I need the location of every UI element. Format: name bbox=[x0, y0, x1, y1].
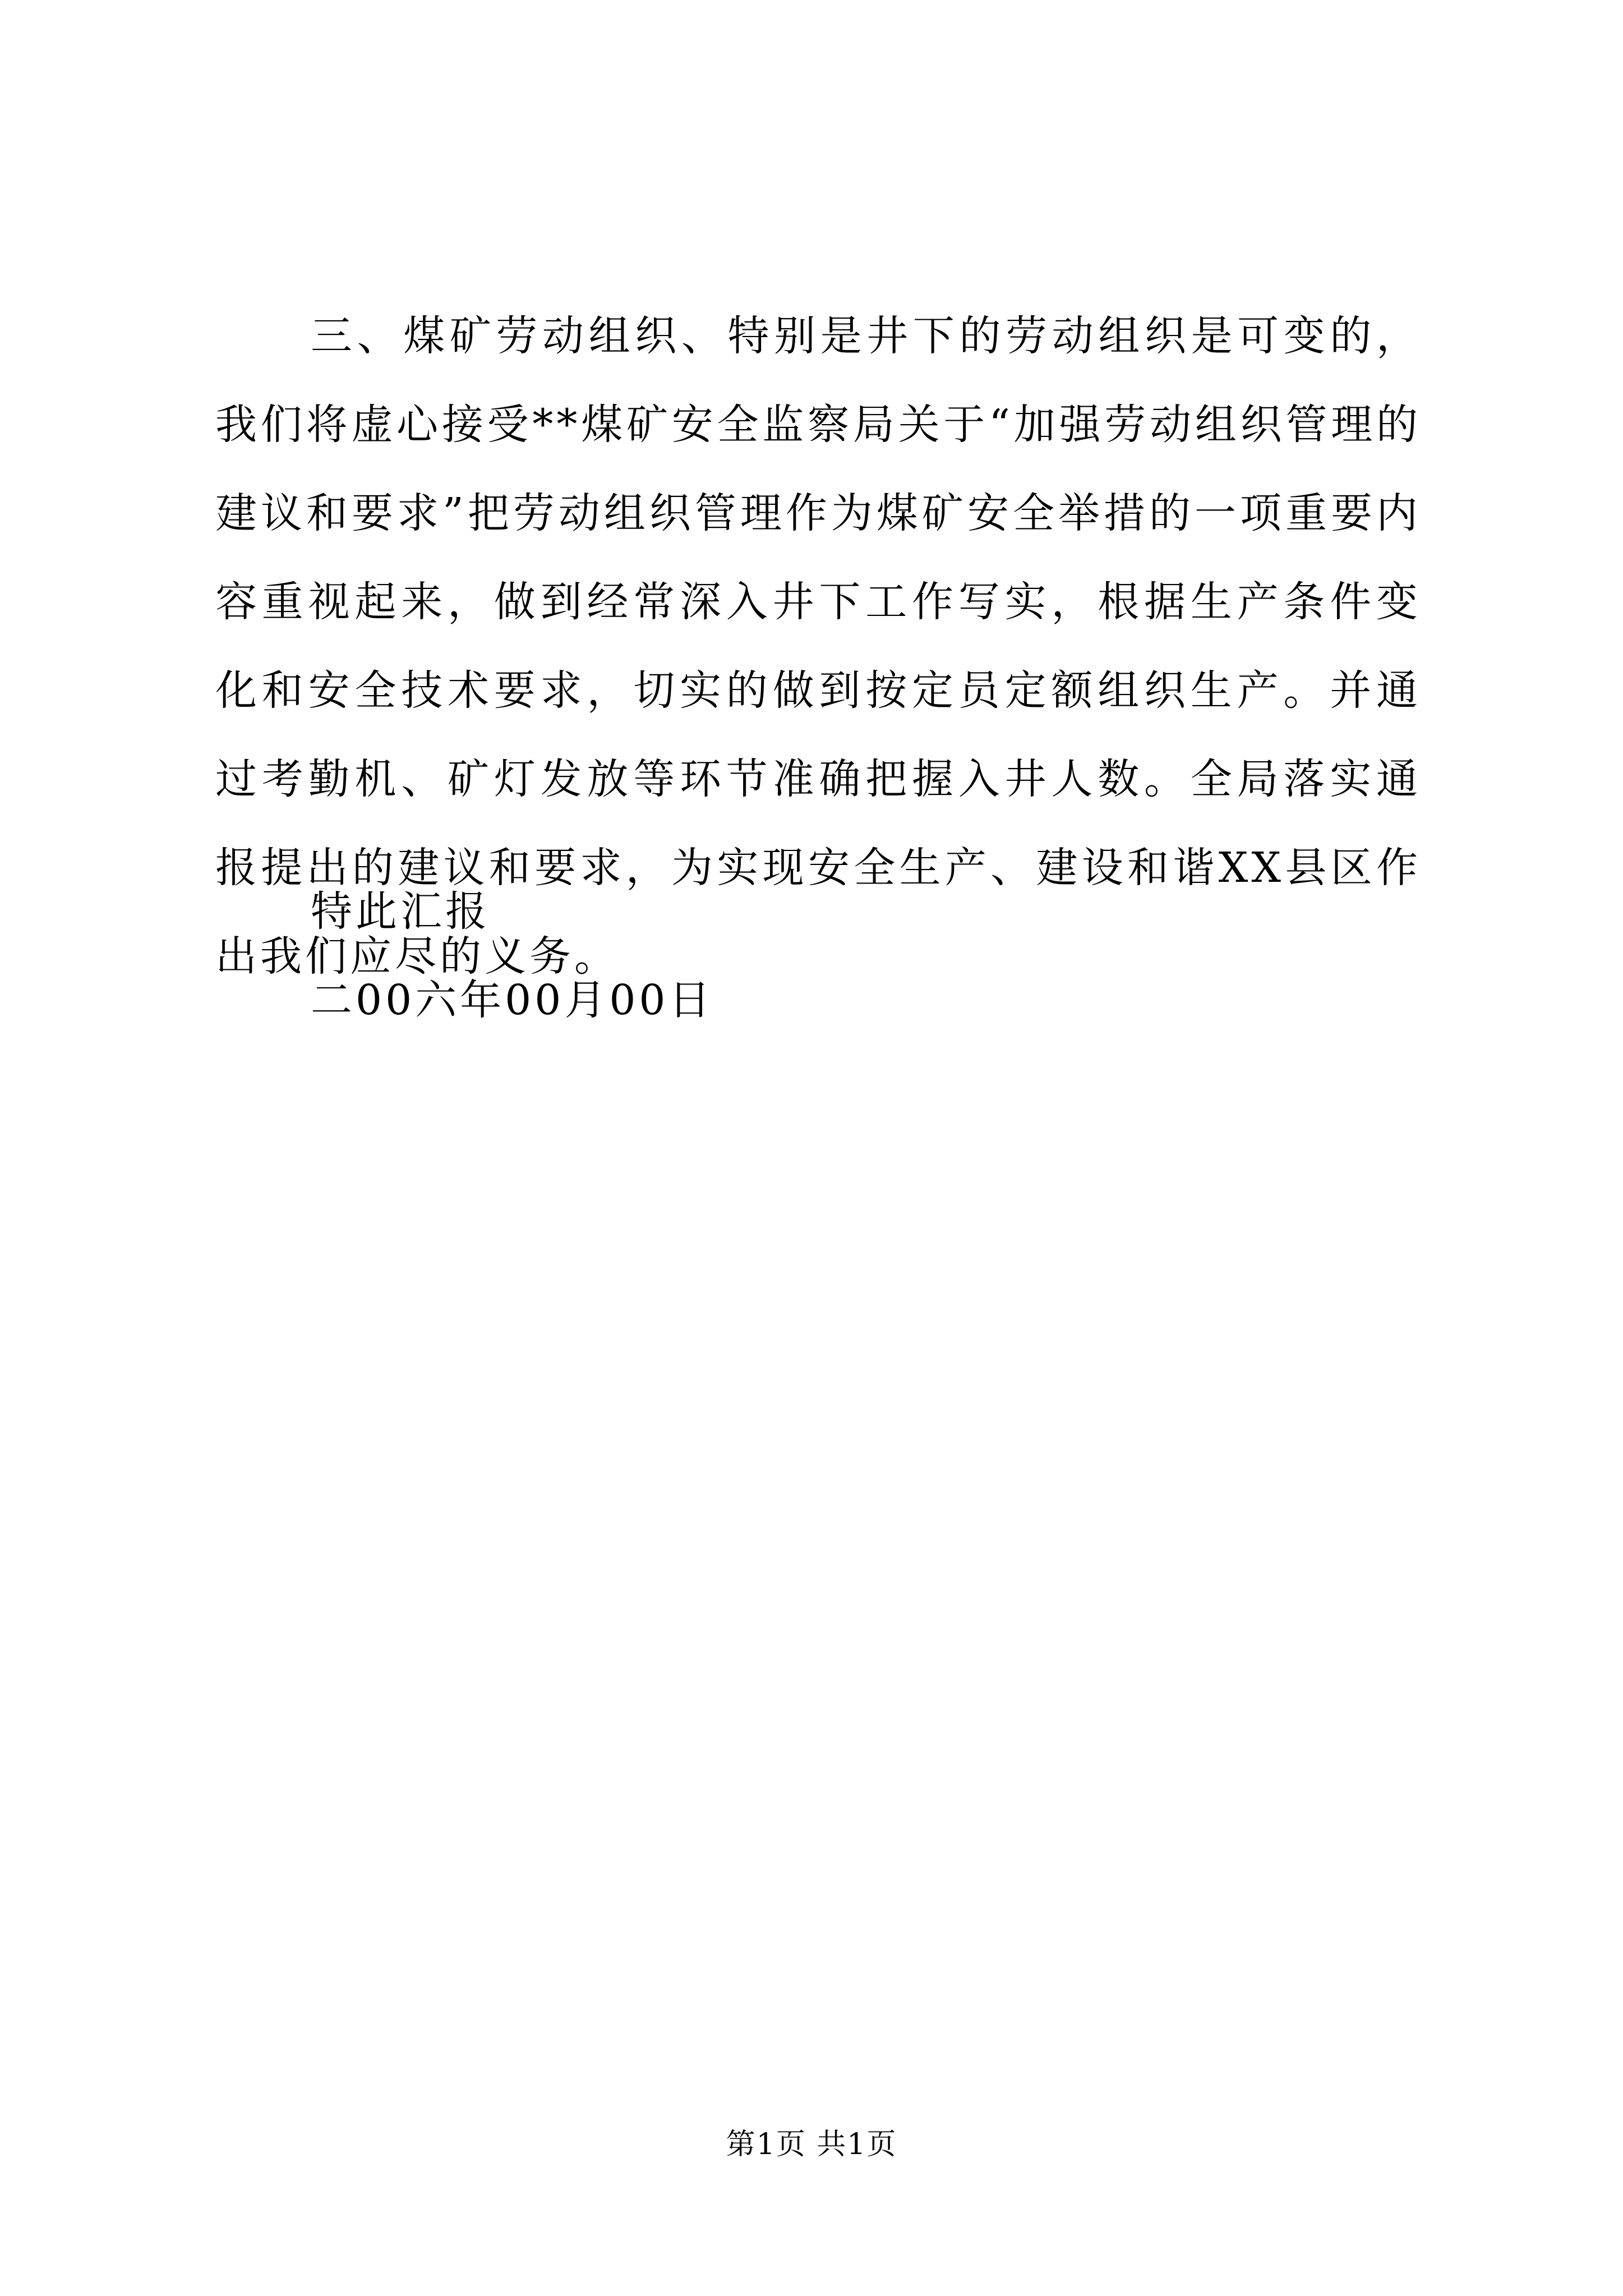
closing-remark: 特此汇报 bbox=[311, 887, 490, 936]
document-date: 二00六年00月00日 bbox=[311, 976, 714, 1024]
page-number-footer: 第1页 共1页 bbox=[726, 2128, 897, 2161]
body-paragraph: 三、煤矿劳动组织、特别是井下的劳动组织是可变的，我们将虚心接受**煤矿安全监察局关于“加强劳动组织管理的建议和要求”把劳动组织管理作为煤矿安全举措的一项重要内容重视起来，做到经常深入井下工作写实，根据生产条件变化和安全技术要求，切实的做到按定员定额组织生产。并通过考勤机、矿灯发放等环节准确把握入井人数。全局落实通报提出的建议和要求，为实现安全生产、建设和谐XX县区作出我们应尽的义务。 bbox=[215, 312, 1421, 981]
